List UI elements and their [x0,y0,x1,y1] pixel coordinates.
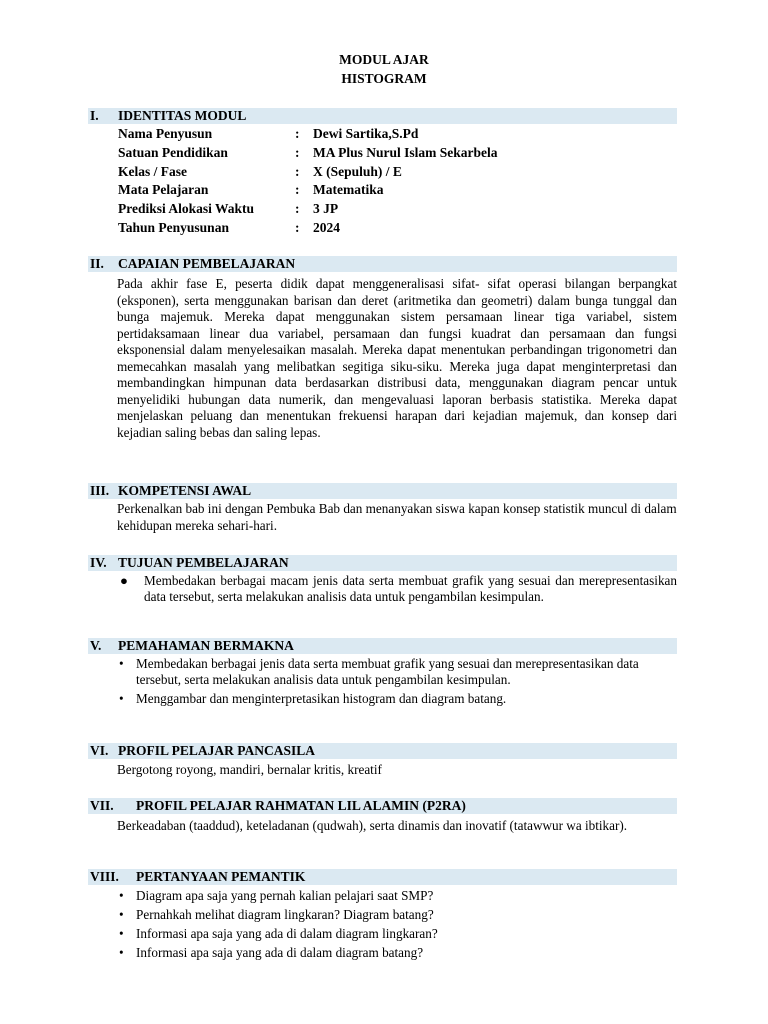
bullet-icon: ● [120,573,128,588]
section-number: VI. [90,743,109,758]
list-item [117,691,677,707]
bullet-icon: • [119,907,124,922]
section-label: TUJUAN PEMBELAJARAN [118,555,289,570]
section-header-tujuan [88,555,677,571]
section-header-capaian [88,256,677,272]
section-header-p2ra [88,798,677,814]
section-number: II. [90,256,104,271]
list-item-text: Pernahkah melihat diagram lingkaran? Diagram batang? [136,907,434,922]
section-header-kompetensi [88,483,677,499]
identitas-colon: : [295,201,300,216]
list-item-text: Diagram apa saja yang pernah kalian pelajari saat SMP? [136,888,434,903]
section-label: PROFIL PELAJAR RAHMATAN LIL ALAMIN (P2RA) [136,798,466,813]
list-item-text: Membedakan berbagai macam jenis data serta membuat grafik yang sesuai dan merepresentasikan data tersebut, serta melakukan analisis data untuk pengambilan kesimpulan. [144,573,677,604]
identitas-key: Nama Penyusun [118,126,213,141]
section-number: III. [90,483,110,498]
document-title: MODUL AJAR [339,52,429,67]
section-label: CAPAIAN PEMBELAJARAN [118,256,296,271]
section-label: IDENTITAS MODUL [118,108,247,123]
list-item [117,656,677,688]
identitas-colon: : [295,145,300,160]
bullet-icon: • [119,888,124,903]
section-number: VIII. [90,869,119,884]
profil-pancasila-text: Bergotong royong, mandiri, bernalar kritis, kreatif [117,762,382,777]
pemahaman-list [117,656,677,710]
list-item-text: Menggambar dan menginterpretasikan histogram dan diagram batang. [136,691,507,706]
list-item-text: Informasi apa saja yang ada di dalam diagram batang? [136,945,424,960]
section-number: V. [90,638,102,653]
identitas-key: Kelas / Fase [118,164,187,179]
document-subtitle: HISTOGRAM [341,71,427,86]
list-item [117,945,677,961]
list-item [117,573,677,605]
identitas-key: Tahun Penyusunan [118,220,229,235]
identitas-colon: : [295,182,300,197]
identitas-colon: : [295,164,300,179]
section-label: PERTANYAAN PEMANTIK [136,869,306,884]
bullet-icon: • [119,656,124,671]
list-item [117,907,677,923]
list-item [117,926,677,942]
section-label: PROFIL PELAJAR PANCASILA [118,743,316,758]
section-header-pemantik [88,869,677,885]
identitas-key: Prediksi Alokasi Waktu [118,201,255,216]
list-item [117,888,677,904]
section-header-profil-pancasila [88,743,677,759]
bullet-icon: • [119,691,124,706]
bullet-icon: • [119,945,124,960]
identitas-value: 3 JP [313,201,339,216]
identitas-key: Satuan Pendidikan [118,145,228,160]
section-label: KOMPETENSI AWAL [118,483,252,498]
identitas-colon: : [295,220,300,235]
list-item-text: Membedakan berbagai jenis data serta membuat grafik yang sesuai dan merepresentasikan data tersebut, serta melakukan analisis data untuk pengambilan kesimpulan. [136,656,639,687]
bullet-icon: • [119,926,124,941]
identitas-value: 2024 [313,220,340,235]
pemantik-list [117,888,677,964]
identitas-value: X (Sepuluh) / E [313,164,402,179]
section-header-pemahaman [88,638,677,654]
section-label: PEMAHAMAN BERMAKNA [118,638,294,653]
section-header-identitas [88,108,677,124]
section-number: I. [90,108,99,123]
tujuan-list [117,573,677,605]
identitas-value: MA Plus Nurul Islam Sekarbela [313,145,498,160]
capaian-paragraph: Pada akhir fase E, peserta didik dapat menggeneralisasi sifat- sifat operasi bilangan berpangkat (eksponen), serta menggunakan barisan dan deret (aritmetika dan geometri) dalam bunga tunggal dan bunga majemuk. Mereka dapat menggunakan sistem persamaan linear tiga variabel, sistem pertidaksamaan linear dua variabel, persamaan dan fungsi kuadrat dan persamaan dan fungsi eksponensial dalam menyelesaikan masalah. Mereka dapat menentukan perbandingan trigonometri dan memecahkan masalah yang melibatkan segitiga siku-siku. Mereka juga dapat menginterpretasi dan membandingkan himpunan data berdasarkan distribusi data, menggunakan diagram pencar untuk menyelidiki hubungan data numerik, dan mengevaluasi laporan berbasis statistika. Mereka dapat menjelaskan peluang dan menentukan frekuensi harapan dari kejadian majemuk, dan konsep dari kejadian saling bebas dan saling lepas. [117,276,677,440]
identitas-value: Matematika [313,182,384,197]
section-number: IV. [90,555,107,570]
p2ra-text: Berkeadaban (taaddud), keteladanan (qudwah), serta dinamis dan inovatif (tatawwur wa ibtikar). [117,818,628,833]
identitas-value: Dewi Sartika,S.Pd [313,126,419,141]
section-number: VII. [90,798,114,813]
identitas-key: Mata Pelajaran [118,182,209,197]
identitas-colon: : [295,126,300,141]
list-item-text: Informasi apa saja yang ada di dalam diagram lingkaran? [136,926,438,941]
kompetensi-paragraph: Perkenalkan bab ini dengan Pembuka Bab dan menanyakan siswa kapan konsep statistik muncul di dalam kehidupan mereka sehari-hari. [117,501,677,533]
